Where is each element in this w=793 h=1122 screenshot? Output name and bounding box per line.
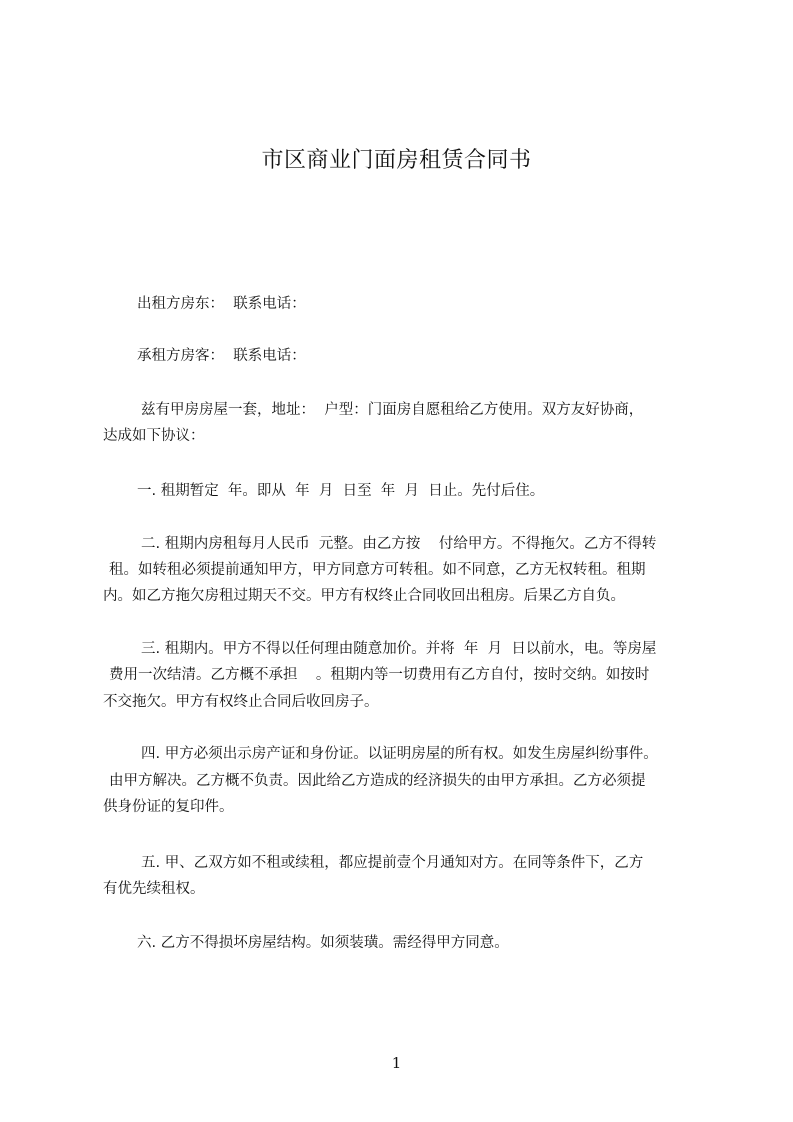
intro-line-2: 达成如下协议： xyxy=(103,428,205,444)
lessor-line: 出租方房东： 联系电话： xyxy=(137,296,306,312)
clause-2-line-2: 租。如转租必须提前通知甲方，甲方同意方可转租。如不同意，乙方无权转租。租期 xyxy=(109,562,646,578)
clause-4-line-1: 四. 甲方必须出示房产证和身份证。以证明房屋的所有权。如发生房屋纠纷事件。 xyxy=(141,746,658,762)
clause-1-line-1: 一. 租期暂定 年。即从 年 月 日至 年 月 日止。先付后住。 xyxy=(137,483,545,499)
clause-5-line-1: 五. 甲、乙双方如不租或续租，都应提前壹个月通知对方。在同等条件下，乙方 xyxy=(141,855,644,871)
clause-3-line-3: 不交拖欠。甲方有权终止合同后收回房子。 xyxy=(103,694,379,710)
intro-line-1: 兹有甲房房屋一套，地址： 户型：门面房自愿租给乙方使用。双方友好协商， xyxy=(141,402,644,418)
clause-6-line-1: 六. 乙方不得损坏房屋结构。如须装璜。需经得甲方同意。 xyxy=(137,935,509,951)
clause-2-line-3: 内。如乙方拖欠房租过期天不交。甲方有权终止合同收回出租房。后果乙方自负。 xyxy=(103,588,625,604)
page-number: 1 xyxy=(391,1054,402,1072)
clause-3-line-1: 三. 租期内。甲方不得以任何理由随意加价。并将 年 月 日以前水，电。等房屋 xyxy=(141,641,657,657)
clause-4-line-3: 供身份证的复印件。 xyxy=(103,799,234,815)
lessee-line: 承租方房客： 联系电话： xyxy=(137,348,306,364)
clause-4-line-2: 由甲方解决。乙方概不负责。因此给乙方造成的经济损失的由甲方承担。乙方必须提 xyxy=(109,773,646,789)
clause-5-line-2: 有优先续租权。 xyxy=(103,881,205,897)
document-title: 市区商业门面房租赁合同书 xyxy=(261,148,532,173)
clause-2-line-1: 二. 租期内房租每月人民币 元整。由乙方按 付给甲方。不得拖欠。乙方不得转 xyxy=(141,536,657,552)
clause-3-line-2: 费用一次结清。乙方概不承担 。租期内等一切费用有乙方自付，按时交纳。如按时 xyxy=(109,667,650,683)
